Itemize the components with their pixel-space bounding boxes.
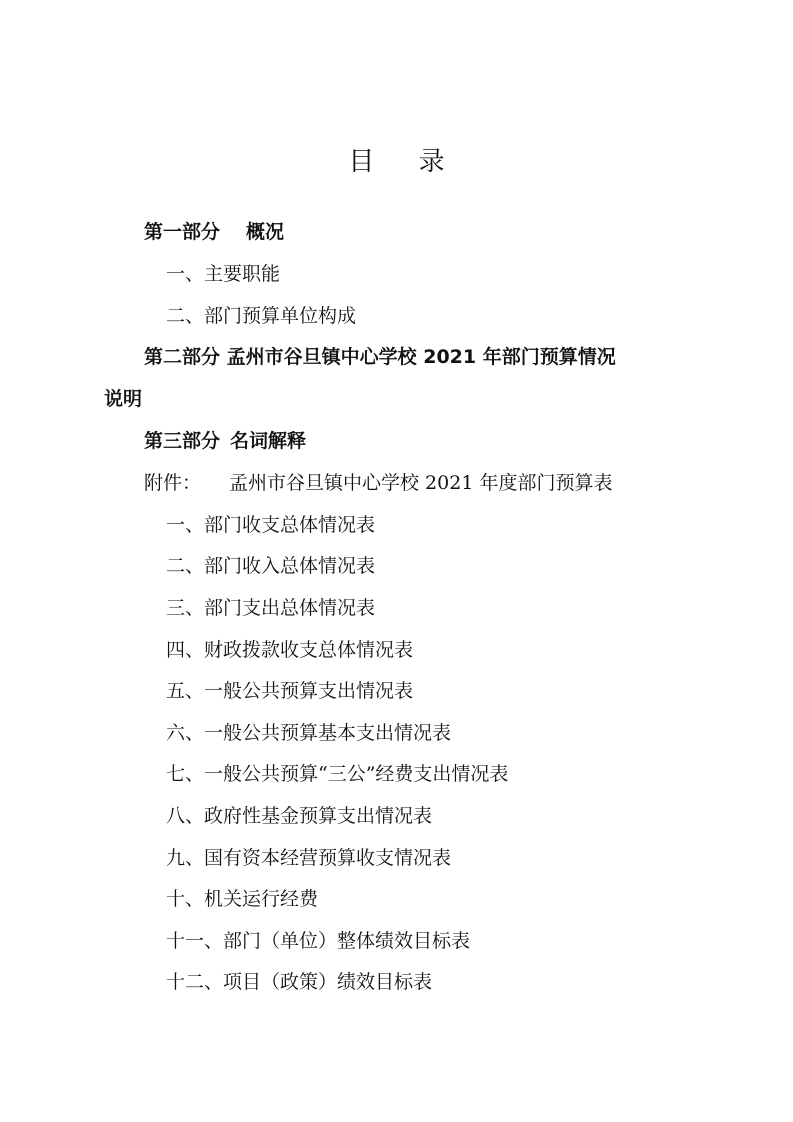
part3-heading xyxy=(144,428,306,454)
part3-name: 名词解释 xyxy=(230,430,307,452)
attachment-label: 附件： xyxy=(144,472,202,494)
part2-heading-line1: 第二部分 孟州市谷旦镇中心学校 2021 年部门预算情况 xyxy=(144,346,616,368)
part1-item-2: 二、部门预算单位构成 xyxy=(166,305,357,327)
table-item-12: 十二、项目（政策）绩效目标表 xyxy=(166,971,433,993)
table-item-2: 二、部门收入总体情况表 xyxy=(166,555,376,577)
attachment-line xyxy=(144,470,612,496)
attachment-title: 孟州市谷旦镇中心学校 2021 年度部门预算表 xyxy=(229,472,613,494)
table-item-5: 五、一般公共预算支出情况表 xyxy=(166,680,414,702)
page-title: 目 录 xyxy=(348,147,463,177)
part3-label: 第三部分 xyxy=(144,430,221,452)
part1-label: 第一部分 xyxy=(144,221,221,243)
table-item-1: 一、部门收支总体情况表 xyxy=(166,514,376,536)
table-item-10: 十、机关运行经费 xyxy=(166,888,319,910)
table-item-8: 八、政府性基金预算支出情况表 xyxy=(166,805,433,827)
table-item-9: 九、国有资本经营预算收支情况表 xyxy=(166,847,452,869)
table-item-6: 六、一般公共预算基本支出情况表 xyxy=(166,722,452,744)
table-item-11: 十一、部门（单位）整体绩效目标表 xyxy=(166,930,471,952)
part1-heading xyxy=(144,219,284,245)
table-item-3: 三、部门支出总体情况表 xyxy=(166,597,376,619)
part1-item-1: 一、主要职能 xyxy=(166,263,281,285)
table-item-4: 四、财政拨款收支总体情况表 xyxy=(166,639,414,661)
part2-heading-line2: 说明 xyxy=(104,388,143,410)
table-item-7: 七、一般公共预算“三公”经费支出情况表 xyxy=(166,763,509,785)
part1-name: 概况 xyxy=(246,221,285,243)
